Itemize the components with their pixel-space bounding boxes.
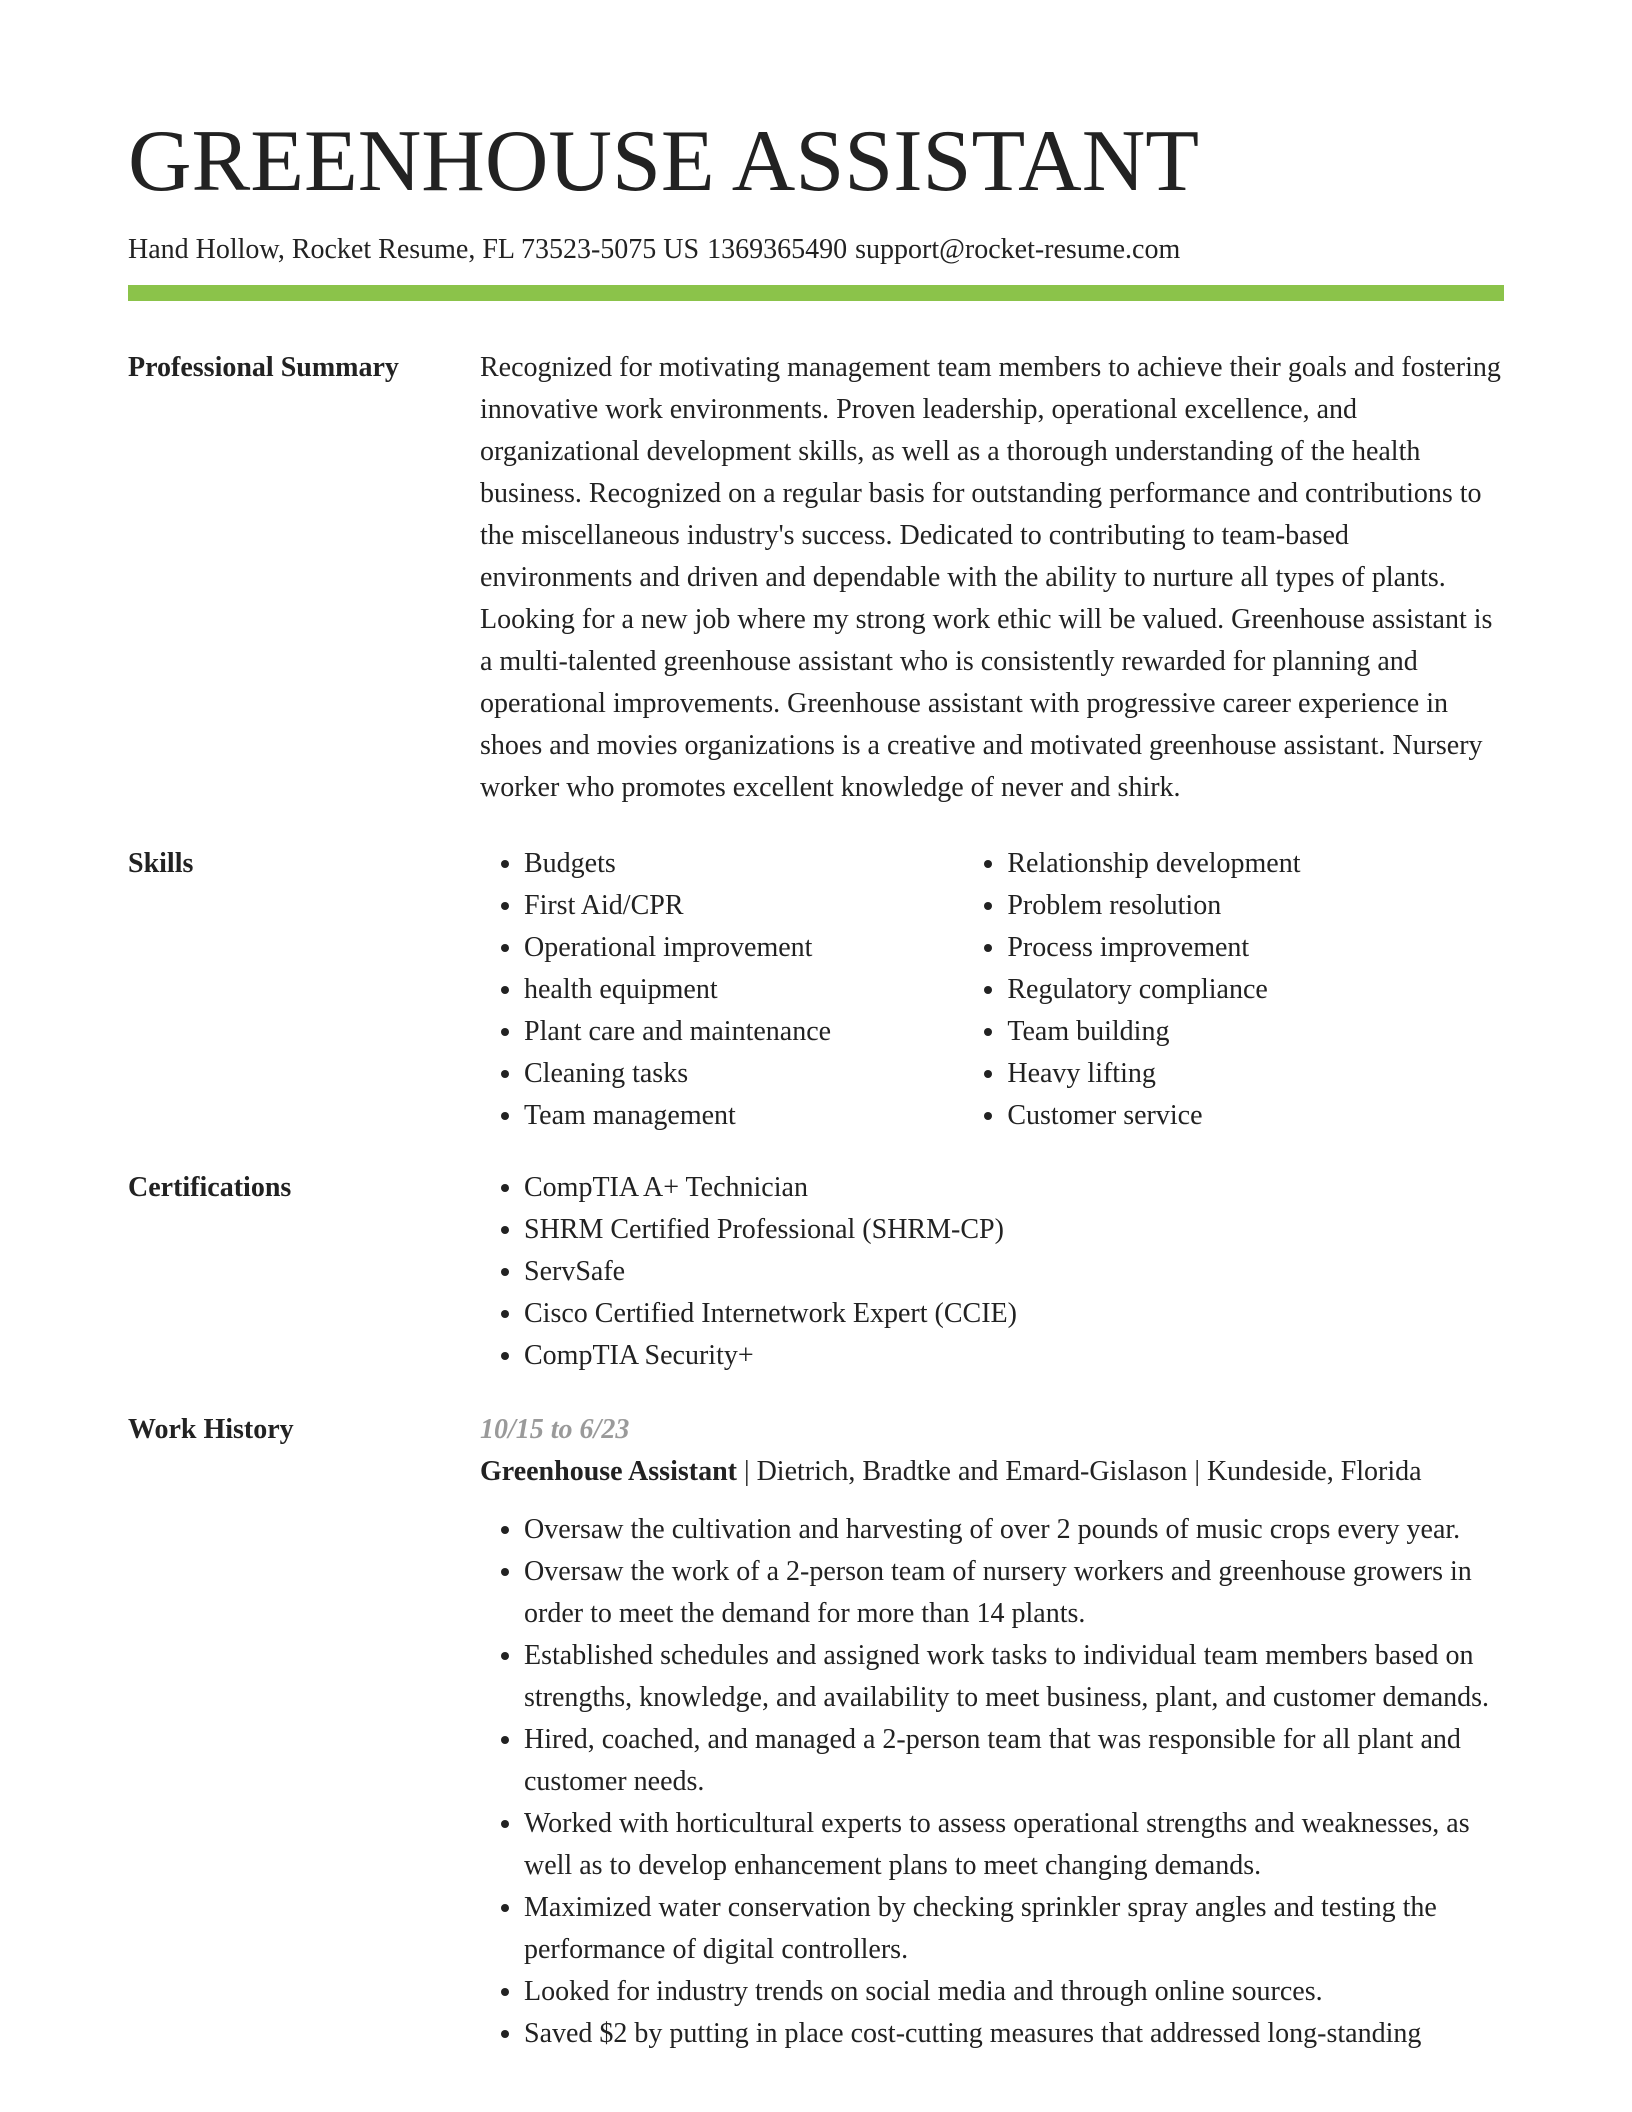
skill-item: • Operational improvement xyxy=(524,927,963,969)
skill-item: • Problem resolution xyxy=(1007,885,1504,927)
skill-item: • Team building xyxy=(1007,1011,1504,1053)
skill-item: • Relationship development xyxy=(1007,843,1504,885)
skills-column-2 xyxy=(963,843,1504,1137)
section-heading-summary: Professional Summary xyxy=(128,352,399,383)
certifications-body xyxy=(480,1167,1504,1377)
job-bullet: • Maximized water conservation by checking sprinkler spray angles and testing the performance of digital controllers. xyxy=(524,1887,1504,1971)
contact-email: support@rocket-resume.com xyxy=(855,234,1181,265)
job-bullet: • Hired, coached, and managed a 2-person team that was responsible for all plant and customer needs. xyxy=(524,1719,1504,1803)
contact-line xyxy=(128,232,1180,268)
certifications-list xyxy=(480,1167,1504,1377)
job-header xyxy=(480,1451,1504,1493)
header-divider xyxy=(128,285,1504,301)
skills-column-1 xyxy=(480,843,963,1137)
skill-item: • health equipment xyxy=(524,969,963,1011)
skill-item: • Customer service xyxy=(1007,1095,1504,1137)
job-bullet: • Looked for industry trends on social media and through online sources. xyxy=(524,1971,1504,2013)
job-bullet-list xyxy=(480,1509,1504,2055)
section-heading-skills: Skills xyxy=(128,848,194,879)
contact-address: Hand Hollow, Rocket Resume, FL 73523-5075 US xyxy=(128,234,700,265)
job-dates: 10/15 to 6/23 xyxy=(480,1414,630,1445)
skill-item: • Team management xyxy=(524,1095,963,1137)
certification-item: • CompTIA Security+ xyxy=(524,1335,1504,1377)
job-bullet: • Worked with horticultural experts to assess operational strengths and weaknesses, as well as to develop enhancement plans to meet changing demands. xyxy=(524,1803,1504,1887)
job-bullet: • Oversaw the cultivation and harvesting of over 2 pounds of music crops every year. xyxy=(524,1509,1504,1551)
skill-item: • Cleaning tasks xyxy=(524,1053,963,1095)
section-heading-work-history: Work History xyxy=(128,1414,294,1445)
summary-body xyxy=(480,347,1504,809)
job-title: Greenhouse Assistant xyxy=(480,1456,737,1487)
skill-item: • Budgets xyxy=(524,843,963,885)
skill-item: • Regulatory compliance xyxy=(1007,969,1504,1011)
section-heading-certifications: Certifications xyxy=(128,1172,292,1203)
certification-item: • ServSafe xyxy=(524,1251,1504,1293)
job-bullet: • Saved $2 by putting in place cost-cutting measures that addressed long-standing xyxy=(524,2013,1504,2055)
skills-body xyxy=(480,843,1504,1137)
contact-phone: 1369365490 xyxy=(707,234,848,265)
summary-text: Recognized for motivating management team members to achieve their goals and fostering innovative work environments. Proven leadership, operational excellence, and organizational development skills, as well as a thorough understanding of the health business. Recognized on a regular basis for outstanding performance and contributions to the miscellaneous industry's success. Dedicated to contributing to team-based environments and driven and dependable with the ability to nurture all types of plants. Looking for a new job where my strong work ethic will be valued. Greenhouse assistant is a multi-talented greenhouse assistant who is consistently rewarded for planning and operational improvements. Greenhouse assistant with progressive career experience in shoes and movies organizations is a creative and motivated greenhouse assistant. Nursery worker who promotes excellent knowledge of never and shirk. xyxy=(480,352,1501,803)
certification-item: • CompTIA A+ Technician xyxy=(524,1167,1504,1209)
resume-title: GREENHOUSE ASSISTANT xyxy=(128,113,1200,210)
work-history-body xyxy=(480,1409,1504,2055)
skill-item: • Plant care and maintenance xyxy=(524,1011,963,1053)
skill-item: • First Aid/CPR xyxy=(524,885,963,927)
certification-item: • Cisco Certified Internetwork Expert (CCIE) xyxy=(524,1293,1504,1335)
job-bullet: • Established schedules and assigned work tasks to individual team members based on strengths, knowledge, and availability to meet business, plant, and customer demands. xyxy=(524,1635,1504,1719)
skill-item: • Process improvement xyxy=(1007,927,1504,969)
skill-item: • Heavy lifting xyxy=(1007,1053,1504,1095)
certification-item: • SHRM Certified Professional (SHRM-CP) xyxy=(524,1209,1504,1251)
job-bullet: • Oversaw the work of a 2-person team of nursery workers and greenhouse growers in order to meet the demand for more than 14 plants. xyxy=(524,1551,1504,1635)
job-employer-location: | Dietrich, Bradtke and Emard-Gislason | Kundeside, Florida xyxy=(736,1456,1422,1487)
